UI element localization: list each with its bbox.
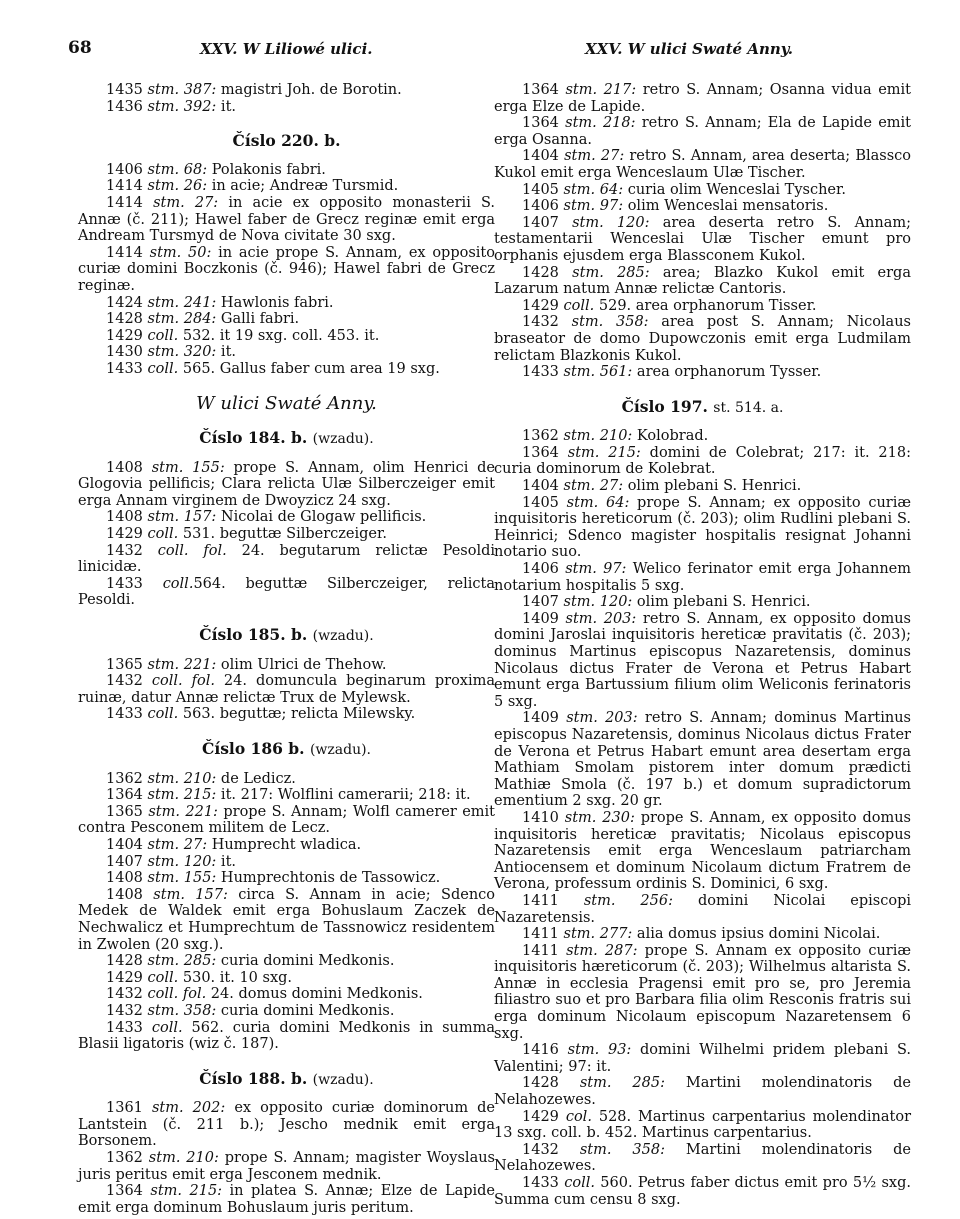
record-entry	[494, 445, 911, 478]
entry-text: domini Nicolai episcopi Nazaretensis.	[494, 892, 912, 926]
record-entry	[78, 245, 495, 295]
entry-source: stm. 215:	[567, 444, 641, 461]
record-entry	[494, 215, 911, 265]
record-entry	[78, 870, 495, 887]
record-entry	[494, 943, 911, 1043]
record-entry	[78, 1020, 495, 1053]
entry-year: 1433	[106, 706, 143, 723]
entry-list	[494, 428, 911, 1208]
entry-year: 1411	[522, 942, 559, 959]
entry-year: 1432	[522, 1141, 559, 1158]
entry-year: 1361	[106, 1100, 143, 1117]
section-heading: Číslo 184. b. (wzadu).	[199, 428, 374, 448]
entry-year: 1364	[522, 444, 559, 461]
entry-text: Nicolai de Glogaw pellificis.	[216, 509, 427, 526]
record-entry	[78, 787, 495, 804]
section-heading: Číslo 220. b.	[232, 131, 341, 151]
entry-source: stm. 210:	[147, 770, 217, 787]
record-entry	[78, 99, 495, 116]
entry-source: stm. 27:	[563, 478, 624, 495]
record-entry	[78, 311, 495, 328]
entry-source: stm. 155:	[151, 459, 225, 476]
entry-text: 565. Gallus faber cum area 19 sxg.	[178, 360, 440, 377]
page-number: 68	[68, 38, 92, 58]
entry-year: 1414	[106, 194, 143, 211]
entry-text: it.	[216, 98, 237, 115]
entry-source: stm. 561:	[563, 364, 633, 381]
record-entry	[78, 1100, 495, 1150]
entry-year: 1430	[106, 344, 143, 361]
entry-text: Humprechtonis de Tassowicz.	[216, 870, 441, 887]
entry-source: stm. 50:	[149, 244, 212, 261]
entry-year: 1365	[106, 656, 143, 673]
entry-source: stm. 215:	[147, 787, 217, 804]
entry-text: in acie; Andreæ Tursmid.	[207, 178, 399, 195]
record-entry	[78, 953, 495, 970]
entry-text: in platea S. Annæ; Elze de Lapide emit erga dominum Bohuslaum juris peritum.	[78, 1183, 495, 1216]
entry-source: stm. 157:	[147, 509, 217, 526]
record-entry	[78, 460, 495, 510]
record-entry	[78, 1150, 495, 1183]
entry-year: 1404	[522, 148, 559, 165]
entry-text: domini Wilhelmi pridem plebani S. Valentini; 97: it.	[494, 1042, 912, 1075]
record-entry	[494, 115, 911, 148]
record-entry	[78, 195, 495, 245]
entry-text: prope S. Annam ex opposito curiæ inquisitoris hæreticorum (č. 203); Wilhelmus altarista S. Annæ in ecclesia Pragensi emit pro se, pro Jeremia filiastro suo et pro Barbara filia olim Resconis fratris sui erga dominum Nicolaum episcopum Nazaretensem 6 sxg.	[494, 942, 911, 1042]
entry-year: 1432	[106, 986, 143, 1003]
entry-list	[78, 657, 495, 723]
entry-source: stm. 210:	[148, 1150, 219, 1167]
entry-text: curia domini Medkonis.	[216, 1002, 395, 1019]
record-entry	[78, 970, 495, 987]
entry-text: 529. area orphanorum Tisser.	[594, 297, 817, 314]
record-entry	[494, 611, 911, 711]
entry-year: 1405	[522, 494, 559, 511]
entry-year: 1408	[106, 509, 143, 526]
entry-text: alia domus ipsius domini Nicolai.	[632, 926, 881, 943]
record-entry	[494, 298, 911, 315]
entry-source: stm. 215:	[150, 1183, 223, 1200]
entry-text: Martini molendinatoris de Nelahozewes.	[494, 1075, 911, 1109]
record-entry	[78, 178, 495, 195]
entry-text: 24. domus domini Medkonis.	[206, 986, 423, 1003]
record-entry	[78, 543, 495, 576]
entry-year: 1429	[106, 969, 143, 986]
entry-text: Galli fabri.	[216, 311, 300, 328]
entry-year: 1432	[106, 1002, 143, 1019]
entry-source: stm. 68:	[147, 161, 208, 178]
record-entry	[494, 1142, 911, 1175]
entry-source: coll.	[564, 1175, 595, 1191]
entry-source: stm. 221:	[147, 656, 217, 673]
entry-source: stm. 27:	[147, 836, 208, 853]
entry-text: prope S. Annam; ex opposito curiæ inquisitoris hereticorum (č. 203); olim Rudlini plebani S. Heinrici; Sdenco magister hospitalis resignat Johanni notario suo.	[494, 494, 911, 561]
entry-text: 24. domuncula beginarum proxima ruinæ, datur Annæ relictæ Trux de Mylewsk.	[78, 673, 496, 706]
record-entry	[78, 162, 495, 179]
entry-text: olim Wenceslai mensatoris.	[623, 198, 829, 215]
entry-year: 1364	[106, 787, 143, 804]
entry-year: 1429	[106, 526, 143, 543]
left-column	[78, 82, 495, 1216]
entry-year: 1364	[522, 115, 559, 132]
section-heading: Číslo 188. b. (wzadu).	[199, 1068, 374, 1088]
entry-year: 1409	[522, 610, 559, 627]
entry-source: stm. 218:	[565, 115, 636, 132]
entry-year: 1414	[106, 244, 143, 261]
entry-year: 1362	[106, 1150, 143, 1167]
record-entry	[78, 854, 495, 871]
entry-source: col.	[565, 1108, 592, 1125]
record-entry	[494, 198, 911, 215]
entry-year: 1404	[106, 836, 143, 853]
entry-source: stm. 203:	[565, 610, 637, 627]
section-heading: Číslo 197. st. 514. a.	[621, 396, 784, 416]
entry-year: 1411	[522, 892, 559, 909]
entry-source: stm. 27:	[564, 148, 625, 165]
entry-year: 1365	[106, 803, 143, 820]
record-entry	[494, 364, 911, 381]
entry-year: 1406	[522, 561, 559, 578]
record-entry	[494, 1042, 911, 1075]
entry-year: 1404	[522, 478, 559, 495]
running-header-right: XXV. W ulici Swaté Anny.	[585, 40, 793, 58]
record-entry	[78, 576, 495, 609]
entry-source: stm. 221:	[148, 803, 218, 820]
record-entry	[494, 82, 911, 115]
entry-list	[78, 771, 495, 1053]
entry-year: 1428	[106, 953, 143, 970]
entry-year: 1362	[106, 770, 143, 787]
entry-text: prope S. Annam; Wolfl camerer emit contra Pesconem militem de Lecz.	[78, 803, 495, 837]
record-entry	[494, 148, 911, 181]
record-entry	[494, 314, 911, 364]
entry-text: area; Blazko Kukol emit erga Lazarum natum Annæ relictæ Cantoris.	[494, 264, 911, 298]
entry-text: curia domini Medkonis.	[216, 953, 395, 970]
entry-year: 1433	[522, 1175, 559, 1191]
entry-year: 1406	[522, 198, 559, 215]
entry-text: prope S. Annam, olim Henrici de Glogovia pellificis; Clara relicta Ulæ Silberczeiger emit erga Annam virginem de Dwoyzicz 24 sxg.	[78, 459, 496, 509]
entry-source: coll.	[147, 706, 179, 723]
entry-source: stm. 358:	[579, 1141, 665, 1158]
entry-source: stm. 284:	[147, 311, 217, 328]
entry-text: 564. beguttæ Silberczeiger, relicta Pesoldi.	[78, 575, 495, 609]
entry-source: coll.	[147, 327, 179, 344]
entry-source: coll.	[162, 575, 194, 592]
entry-source: stm. 64:	[563, 181, 624, 198]
entry-text: 531. beguttæ Silberczeiger.	[178, 526, 387, 543]
entry-text: area deserta retro S. Annam; testamentarii Wenceslai Ulæ Tischer emunt pro orphanis ejusdem erga Blassconem Kukol.	[494, 214, 912, 264]
record-entry	[494, 1175, 911, 1208]
entry-text: area post S. Annam; Nicolaus braseator de domo Dupowczonis emit erga Ludmilam relictam Blazkonis Kukol.	[494, 314, 911, 364]
entry-text: in acie prope S. Annam, ex opposito curiæ domini Boczkonis (č. 946); Hawel fabri de Grecz reginæ.	[78, 244, 495, 294]
entry-source: stm. 358:	[147, 1002, 217, 1019]
entry-source: stm. 285:	[572, 264, 650, 281]
entry-year: 1364	[106, 1183, 143, 1200]
entry-source: stm. 97:	[563, 198, 624, 215]
entry-year: 1407	[522, 214, 559, 231]
entry-year: 1411	[522, 926, 559, 943]
record-entry	[78, 526, 495, 543]
record-entry	[78, 344, 495, 361]
record-entry	[78, 1003, 495, 1020]
entry-source: stm. 203:	[566, 710, 638, 727]
record-entry	[494, 428, 911, 445]
entry-text: retro S. Annam, area deserta; Blassco Kukol emit erga Wenceslaum Ulæ Tischer.	[494, 148, 911, 181]
entry-text: 562. curia domini Medkonis in summa Blasii ligatoris (wiz č. 187).	[78, 1019, 496, 1053]
entry-source: stm. 392:	[147, 98, 217, 115]
entry-text: prope S. Annam, ex opposito domus inquisitoris hereticæ pravitatis; Nicolaus episcopus Nazaretensis emit erga Wenceslaum patriarcham Antiocensem et dominum Nicolaum dictum Fratrem de Verona, professum ordinis S. Dominici, 6 sxg.	[494, 809, 911, 893]
entry-year: 1405	[522, 181, 559, 198]
entry-text: olim plebani S. Henrici.	[632, 594, 811, 611]
entry-source: stm. 155:	[147, 870, 217, 887]
entry-text: Polakonis fabri.	[207, 161, 326, 178]
entry-year: 1428	[106, 311, 143, 328]
entry-source: stm. 277:	[563, 926, 633, 943]
record-entry	[78, 887, 495, 953]
entry-text: Hawlonis fabri.	[216, 294, 334, 311]
entry-text: Kolobrad.	[632, 428, 709, 445]
entry-text: curia olim Wenceslai Tyscher.	[623, 181, 846, 198]
entry-year: 1433	[106, 1019, 143, 1036]
entry-year: 1406	[106, 161, 143, 178]
record-entry	[78, 986, 495, 1003]
entry-source: stm. 358:	[571, 314, 649, 331]
entry-source: stm. 287:	[566, 942, 638, 959]
entry-text: it.	[216, 853, 237, 870]
entry-year: 1432	[106, 542, 143, 559]
entry-source: stm. 120:	[563, 594, 633, 611]
entry-year: 1428	[522, 1075, 559, 1092]
entry-source: stm. 64:	[566, 494, 630, 511]
entry-text: in acie ex opposito monasterii S. Annæ (č. 211); Hawel faber de Grecz reginæ emit erga Andream Tursmyd de Nova civitate 30 sxg.	[78, 194, 496, 245]
entry-source: coll. fol.	[151, 673, 215, 690]
entry-source: coll. fol.	[147, 986, 207, 1003]
record-entry	[78, 328, 495, 345]
entry-year: 1364	[522, 82, 559, 98]
entry-year: 1410	[522, 809, 559, 826]
entry-year: 1432	[522, 314, 559, 331]
entry-text: olim plebani S. Henrici.	[623, 478, 802, 495]
right-column	[494, 82, 911, 1208]
entry-text: ex opposito curiæ dominorum de Lantstein (č. 211 b.); Jescho mednik emit erga Borsonem.	[78, 1100, 495, 1150]
entry-year: 1429	[522, 297, 559, 314]
entry-year: 1408	[106, 870, 143, 887]
record-entry	[78, 771, 495, 788]
entry-text: it.	[216, 344, 237, 361]
entry-source: stm. 256:	[583, 892, 673, 909]
entry-year: 1362	[522, 428, 559, 445]
entry-year: 1424	[106, 294, 143, 311]
entry-year: 1407	[106, 853, 143, 870]
record-entry	[494, 926, 911, 943]
entry-year: 1435	[106, 82, 143, 98]
entry-year: 1416	[522, 1042, 559, 1059]
entry-source: coll.	[147, 360, 179, 377]
entry-source: stm. 387:	[147, 82, 217, 98]
entry-list	[78, 82, 495, 115]
record-entry	[78, 804, 495, 837]
entry-text: retro S. Annam, ex opposito domus domini Jaroslai inquisitoris hereticæ pravitatis (č. 203); dominus Martinus episcopus Nazaretensis, dominus Nicolaus dictus Frater de Verona et Petrus Habart emunt erga Bartussium filium olim Weliconis ferinatoris 5 sxg.	[494, 610, 911, 710]
entry-source: coll.	[147, 969, 179, 986]
record-entry	[494, 182, 911, 199]
entry-source: stm. 285:	[579, 1075, 665, 1092]
entry-text: 532. it 19 sxg. coll. 453. it.	[178, 327, 380, 344]
record-entry	[78, 657, 495, 674]
record-entry	[78, 361, 495, 378]
entry-text: magistri Joh. de Borotin.	[216, 82, 402, 98]
entry-text: Martini molendinatoris de Nelahozewes.	[494, 1141, 911, 1175]
entry-list	[494, 82, 911, 381]
entry-source: coll.	[147, 526, 179, 543]
entry-year: 1408	[106, 459, 143, 476]
entry-source: stm. 120:	[572, 214, 650, 231]
entry-text: prope S. Annam; magister Woyslaus juris peritus emit erga Jesconem mednik.	[78, 1150, 495, 1183]
record-entry	[78, 1183, 495, 1216]
entry-source: stm. 217:	[565, 82, 637, 98]
entry-list	[78, 460, 495, 609]
entry-text: 563. beguttæ; relicta Milewsky.	[178, 706, 416, 723]
entry-text: Humprecht wladica.	[207, 836, 362, 853]
entry-year: 1414	[106, 178, 143, 195]
record-entry	[494, 893, 911, 926]
entry-list	[78, 162, 495, 378]
entry-year: 1436	[106, 98, 143, 115]
entry-source: coll. fol.	[157, 542, 227, 559]
entry-source: stm. 26:	[147, 178, 208, 195]
entry-source: stm. 241:	[147, 294, 217, 311]
entry-text: olim Ulrici de Thehow.	[216, 656, 387, 673]
record-entry	[494, 495, 911, 561]
record-entry	[78, 706, 495, 723]
record-entry	[78, 82, 495, 99]
record-entry	[78, 673, 495, 706]
record-entry	[494, 265, 911, 298]
entry-text: retro S. Annam; Osanna vidua emit erga Elze de Lapide.	[494, 82, 911, 115]
entry-year: 1407	[522, 594, 559, 611]
entry-year: 1433	[106, 575, 143, 592]
entry-text: 528. Martinus carpentarius molendinator 13 sxg. coll. b. 452. Martinus carpentarius.	[494, 1108, 912, 1142]
entry-year: 1408	[106, 886, 143, 903]
entry-source: stm. 27:	[153, 194, 219, 211]
entry-source: stm. 230:	[564, 809, 635, 826]
record-entry	[494, 1075, 911, 1108]
entry-text: circa S. Annam in acie; Sdenco Medek de Waldek emit erga Bohuslaum Zaczek de Nechwalicz et Humprechtum de Tassnowicz residentem in Zwolen (20 sxg.).	[78, 886, 496, 953]
record-entry	[494, 561, 911, 594]
record-entry	[494, 710, 911, 810]
entry-text: 560. Petrus faber dictus emit pro 5½ sxg. Summa cum censu 8 sxg.	[494, 1175, 911, 1208]
section-heading: Číslo 186 b. (wzadu).	[201, 739, 372, 758]
entry-source: stm. 210:	[563, 428, 633, 445]
entry-text: 530. it. 10 sxg.	[178, 969, 293, 986]
entry-source: stm. 202:	[151, 1100, 226, 1117]
entry-text: de Ledicz.	[216, 770, 296, 787]
record-entry	[494, 594, 911, 611]
street-title: W ulici Swaté Anny.	[196, 392, 377, 414]
entry-source: stm. 320:	[147, 344, 217, 361]
entry-year: 1409	[522, 710, 559, 727]
entry-text: it. 217: Wolflini camerarii; 218: it.	[216, 787, 471, 804]
record-entry	[78, 509, 495, 526]
entry-year: 1433	[522, 364, 559, 381]
record-entry	[494, 478, 911, 495]
record-entry	[494, 810, 911, 893]
entry-source: coll.	[151, 1019, 183, 1036]
entry-source: stm. 97:	[565, 561, 627, 578]
running-header-left: XXV. W Liliowé ulici.	[200, 40, 373, 58]
entry-text: retro S. Annam; Ela de Lapide emit erga Osanna.	[494, 115, 911, 148]
record-entry	[78, 295, 495, 312]
record-entry	[494, 1109, 911, 1142]
entry-year: 1428	[522, 264, 559, 281]
entry-source: coll.	[563, 297, 595, 314]
entry-source: stm. 285:	[147, 953, 217, 970]
entry-source: stm. 93:	[567, 1042, 632, 1059]
entry-text: domini de Colebrat; 217: it. 218: curia dominorum de Kolebrat.	[494, 444, 911, 478]
entry-year: 1429	[106, 327, 143, 344]
entry-list	[78, 1100, 495, 1216]
entry-year: 1429	[522, 1108, 559, 1125]
entry-text: area orphanorum Tysser.	[632, 364, 822, 381]
entry-text: retro S. Annam; dominus Martinus episcopus Nazaretensis, dominus Nicolaus dictus Frater de Verona et Petrus Habart emunt area desertam erga Mathiam Smolam pistorem inter domum prædicti Mathiæ Smola (č. 197 b.) et domum supradictorum ementium 2 sxg. 20 gr.	[494, 710, 911, 810]
entry-source: stm. 157:	[153, 886, 228, 903]
section-heading: Číslo 185. b. (wzadu).	[199, 625, 374, 645]
entry-source: stm. 120:	[147, 853, 217, 870]
entry-year: 1433	[106, 360, 143, 377]
entry-text: 24. begutarum relictæ Pesoldi linicidæ.	[78, 542, 496, 576]
record-entry	[78, 837, 495, 854]
entry-year: 1432	[106, 673, 143, 690]
entry-text: Welico ferinator emit erga Johannem notarium hospitalis 5 sxg.	[494, 561, 912, 594]
